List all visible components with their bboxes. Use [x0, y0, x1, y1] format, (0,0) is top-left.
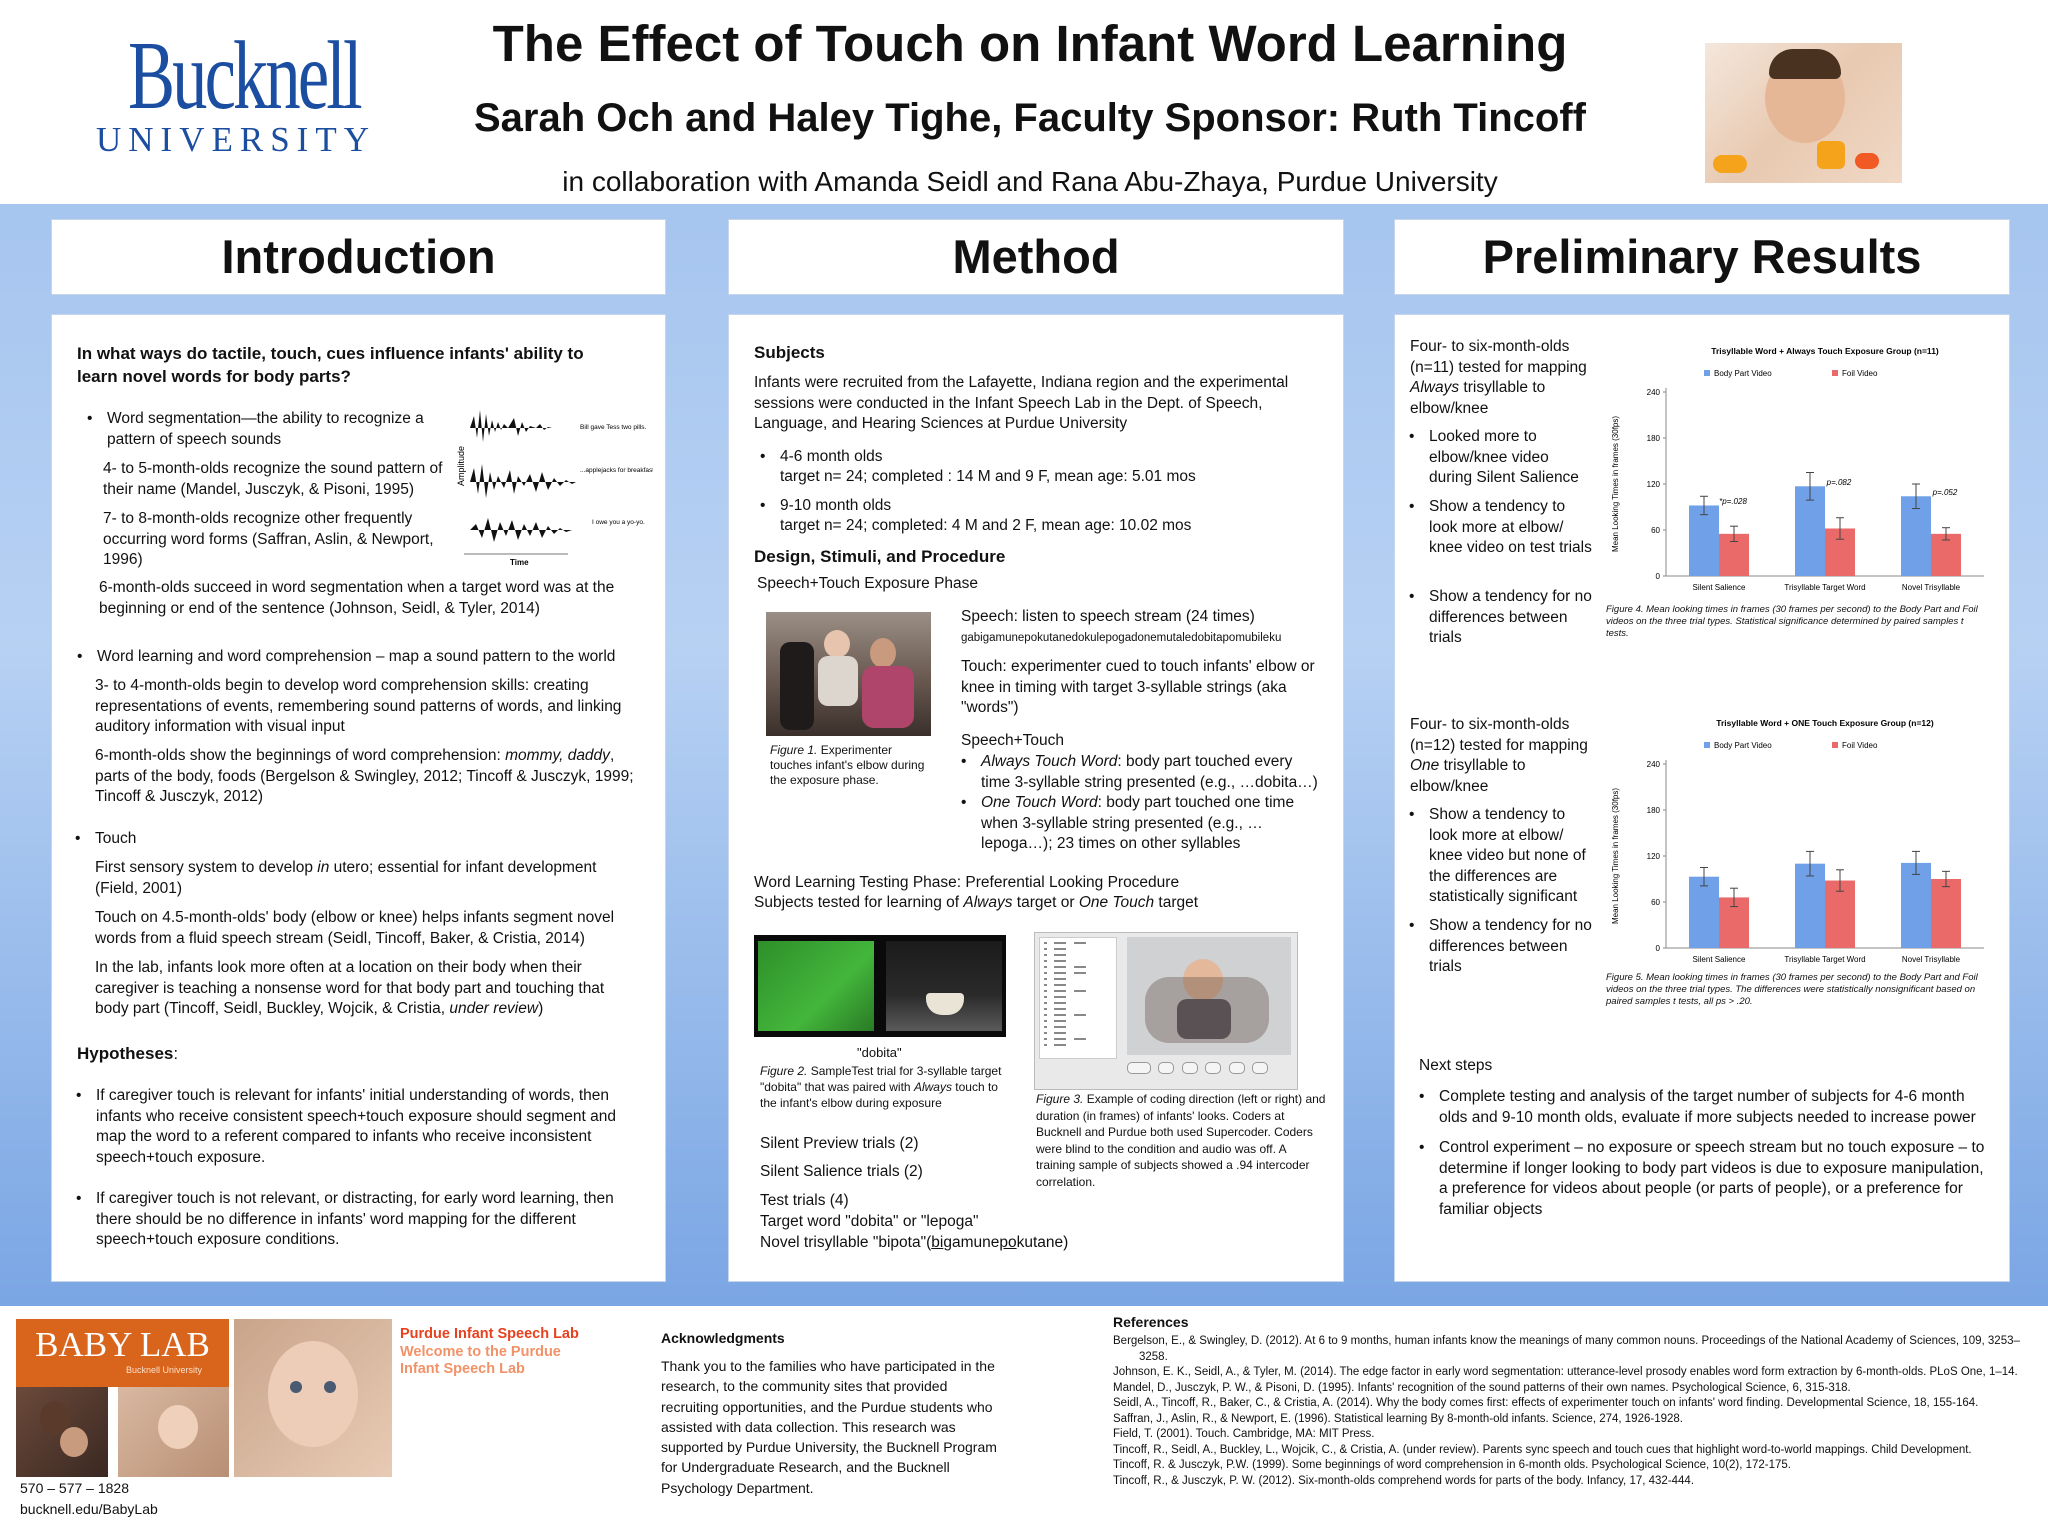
group-4-6-detail: target n= 24; completed : 14 M and 9 F, mean age: 5.01 mos — [780, 468, 1196, 485]
trials-novel: Novel trisyllable "bipota"(bigamunepokutane) — [760, 1234, 1069, 1251]
purdue-lab-welcome: Welcome to the Purdue Infant Speech Lab — [400, 1344, 561, 1377]
testing-phase-label: Word Learning Testing Phase: Preferential Looking Procedure — [754, 874, 1180, 891]
waveform-1 — [470, 410, 552, 442]
result2-summary: Four- to six-month-olds (n=12) tested for mapping One trisyllable to elbow/knee — [1410, 716, 1588, 795]
y-tick-label: 240 — [1646, 388, 1660, 397]
trials-target-word: Target word "dobita" or "lepoga" — [760, 1213, 979, 1230]
reference-item: Johnson, E. K., Seidl, A., & Tyler, M. (2014). The edge factor in early word segmentation: utterance-level prosody enables word form extraction by 6-month-olds. PLoS One, 1–14. — [1113, 1366, 2018, 1378]
reference-item: Tincoff, R. & Jusczyk, P.W. (1999). Some beginnings of word comprehension in 6-month olds. Psychological Science, 10(2), 172-175. — [1113, 1459, 1791, 1471]
waveform-2 — [470, 464, 576, 498]
result2-bullet1: • Show a tendency to look more at elbow/ knee video but none of the differences are statistically significant — [1429, 805, 1594, 908]
result1-summary: Four- to six-month-olds (n=11) tested for mapping Always trisyllable to elbow/knee — [1410, 338, 1587, 417]
dobita-label: "dobita" — [857, 1045, 902, 1060]
figure2-test-trial — [754, 935, 1006, 1037]
chart-one-touch-svg — [1604, 712, 1992, 974]
results-heading: Preliminary Results — [1394, 219, 2010, 295]
intro-question: In what ways do tactile, touch, cues influence infants' ability to learn novel words for body parts? — [77, 344, 584, 386]
legend-label: Foil Video — [1842, 369, 1878, 378]
poster-authors: Sarah Och and Haley Tighe, Faculty Sponsor: Ruth Tincoff — [473, 96, 1586, 140]
purdue-baby-photo — [234, 1319, 392, 1477]
reference-item: Bergelson, E., & Swingley, D. (2012). At 6 to 9 months, human infants know the meanings of many common nouns. Proceedings of the National Academy of Sciences, 109, 3253–3258. — [1113, 1335, 2020, 1363]
baby-photo — [1705, 43, 1902, 183]
babylab-logo: BABY LAB Bucknell University — [16, 1319, 229, 1387]
legend-label: Body Part Video — [1714, 741, 1772, 750]
subjects-heading: Subjects — [754, 343, 825, 362]
legend-label: Body Part Video — [1714, 369, 1772, 378]
bar — [1689, 505, 1719, 576]
y-axis-label: Mean Looking Times in frames (30fps) — [1611, 415, 1620, 553]
waveform-xlabel: Time — [510, 558, 529, 567]
reference-item: Seidl, A., Tincoff, R., Baker, C., & Cristia, A. (2014). Why the body comes first: effects of experimenter touch on infants' word finding. Developmental Science, 18, 155-164. — [1113, 1397, 1979, 1409]
waveform-ylabel: Amplitude — [456, 445, 466, 486]
y-tick-label: 240 — [1646, 760, 1660, 769]
legend-swatch — [1832, 370, 1838, 376]
reference-item: Mandel, D., Jusczyk, P. W., & Pisoni, D. (1995). Infants' recognition of the sound patterns of their own names. Psychological Science, 6, 315-318. — [1113, 1381, 1851, 1394]
speech-stream: gabigamunepokutanedokulepogadonemutaledobitapomubileku — [961, 632, 1282, 644]
intro-text-seidl: Touch on 4.5-month-olds' body (elbow or knee) helps infants segment novel words from a fluid speech stream (Seidl, Tincoff, Baker, & Cristia, 2014) — [95, 909, 615, 947]
poster-title: The Effect of Touch on Infant Word Learning — [492, 15, 1568, 72]
intro-bullet-segmentation: • Word segmentation—the ability to recognize a pattern of speech sounds — [107, 409, 447, 450]
trials-silent-preview: Silent Preview trials (2) — [760, 1135, 919, 1152]
y-tick-label: 60 — [1651, 526, 1660, 535]
figure2-caption: Figure 2. SampleTest trial for 3-syllable target "dobita" that was paired with Always touch to the infant's elbow during exposure — [760, 1064, 1002, 1110]
reference-item: Tincoff, R., & Jusczyk, P. W. (2012). Six-month-olds comprehend words for parts of the body. Infancy, 17, 432-444. — [1113, 1474, 1695, 1487]
footer-url[interactable]: bucknell.edu/BabyLab — [20, 1501, 158, 1517]
next-step-2: • Control experiment – no exposure or speech stream but no touch exposure – to determine if longer looking to body part videos is due to exposure manipulation, a preference for videos about people (or parts of people), or a preference for familiar objects — [1439, 1138, 1994, 1220]
design-heading: Design, Stimuli, and Procedure — [754, 547, 1006, 566]
y-tick-label: 0 — [1655, 572, 1660, 581]
intro-bullet-wordlearning: • Word learning and word comprehension – map a sound pattern to the world — [97, 647, 637, 668]
group-9-10-title: • 9-10 month olds — [780, 496, 1300, 517]
references-heading: References — [1113, 1314, 1189, 1330]
hypotheses-heading: Hypotheses: — [77, 1044, 179, 1063]
waveform-svg — [448, 402, 653, 570]
result1-bullet2: • Show a tendency to look more at elbow/ knee video on test trials — [1429, 497, 1594, 559]
chart-always-touch — [1604, 340, 1992, 600]
result1-bullet3: • Show a tendency for no differences between trials — [1429, 587, 1594, 649]
x-tick-label: Trisyllable Target Word — [1784, 955, 1866, 964]
intro-text-6month: 6-month-olds show the beginnings of word comprehension: mommy, daddy, parts of the body, foods (Bergelson & Swingley, 2012; Tincoff & Jusczyk, 1999; Tincoff & Jusczyk, 2012) — [95, 747, 634, 805]
legend-label: Foil Video — [1842, 741, 1878, 750]
coder-controls — [1127, 1061, 1291, 1079]
figure4-caption: Figure 4. Mean looking times in frames (30 frames per second) to the Body Part and Foil videos on the three trial types. Statistical significance determined by paired samples t tests. — [1606, 604, 1978, 639]
purdue-lab-title: Purdue Infant Speech Lab — [400, 1326, 579, 1342]
intro-text-lab: In the lab, infants look more often at a location on their body when their caregiver is teaching a nonsense word for that body part and touching that body part (Tincoff, Seidl, Buckley, Wojcik, & Cristia, under review) — [95, 959, 605, 1017]
touch-description: Touch: experimenter cued to touch infants' elbow or knee in timing with target 3-syllable strings (aka "words") — [961, 658, 1315, 716]
result1-bullet1: • Looked more to elbow/knee video during Silent Salience — [1429, 427, 1594, 489]
intro-text-comprehension: 3- to 4-month-olds begin to develop word comprehension skills: creating representations of events, remembering sound patterns of words, and linking auditory information with visual input — [95, 677, 622, 735]
hypothesis-1: • If caregiver touch is relevant for infants' initial understanding of words, then infants who receive consistent speech+touch exposure should segment and map the word to a referent compared to infants who receive inconsistent speech+touch exposure. — [96, 1086, 641, 1168]
trials-test: Test trials (4) — [760, 1192, 849, 1209]
one-touch-item: • One Touch Word: body part touched one time when 3-syllable string presented (e.g., … lepoga…); 23 times on other syllables — [981, 793, 1321, 855]
bar — [1901, 863, 1931, 948]
x-tick-label: Novel Trisyllable — [1901, 955, 1961, 964]
chart-one-touch — [1604, 712, 1992, 974]
waveform-3 — [470, 518, 572, 542]
speech-touch-label: Speech+Touch — [961, 732, 1064, 749]
x-tick-label: Novel Trisyllable — [1901, 583, 1961, 592]
figure3-supercoder — [1034, 932, 1298, 1090]
acknowledgments-text: Thank you to the families who have participated in the research, to the community sites that provided recruiting opportunities, and the Purdue students who assisted with data collection. This research was supported by Purdue University, the Bucknell Program for Undergraduate Research, and the Bucknell Psychology Department. — [661, 1358, 997, 1496]
y-tick-label: 60 — [1651, 898, 1660, 907]
waveform-figure — [448, 402, 653, 570]
figure1-caption: Figure 1. Experimenter touches infant's elbow during the exposure phase. — [770, 743, 925, 787]
result2-bullet2: • Show a tendency for no differences between trials — [1429, 916, 1594, 978]
figure5-caption: Figure 5. Mean looking times in frames (30 frames per second) to the Body Part and Foil videos on the three trial types. The differences were statistically nonsignificant based on paired samples t tests, all ps > .20. — [1606, 972, 1978, 1007]
next-steps-heading: Next steps — [1419, 1057, 1493, 1074]
acknowledgments-heading: Acknowledgments — [661, 1330, 785, 1346]
y-tick-label: 120 — [1646, 480, 1660, 489]
significance-label: *p=.028 — [1719, 497, 1747, 507]
y-tick-label: 180 — [1646, 434, 1660, 443]
waveform-label-3: I owe you a yo-yo. — [592, 519, 645, 526]
y-tick-label: 180 — [1646, 806, 1660, 815]
intro-text-name: 4- to 5-month-olds recognize the sound pattern of their name (Mandel, Jusczyk, & Pisoni, 1995) — [103, 460, 443, 498]
chart-title: Trisyllable Word + Always Touch Exposure Group (n=11) — [1711, 346, 1939, 356]
reference-item: Tincoff, R., Seidl, A., Buckley, L., Wojcik, C., & Cristia, A. (under review). Parents sync speech and touch cues that highlight word-to-world mappings. Child Development. — [1113, 1443, 1972, 1456]
intro-text-utero: First sensory system to develop in utero; essential for infant development (Field, 2001) — [95, 859, 597, 897]
group-9-10-detail: target n= 24; completed: 4 M and 2 F, mean age: 10.02 mos — [780, 517, 1192, 534]
references-list — [1113, 1334, 2038, 1489]
x-tick-label: Silent Salience — [1692, 955, 1746, 964]
bar — [1689, 877, 1719, 948]
exposure-phase-label: Speech+Touch Exposure Phase — [757, 575, 979, 592]
coder-frame-list — [1040, 938, 1116, 1058]
chart-always-touch-svg — [1604, 340, 1992, 600]
poster-collaboration: in collaboration with Amanda Seidl and Rana Abu-Zhaya, Purdue University — [562, 166, 1498, 197]
figure3-caption: Figure 3. Example of coding direction (left or right) and duration (in frames) of infants' looks. Coders at Bucknell and Purdue both used Supercoder. Coders were blind to the condition and audio was off. A training sample of subjects showed a .94 intercoder correlation. — [1036, 1092, 1326, 1189]
significance-label: p=.082 — [1826, 477, 1852, 487]
waveform-label-1: Bill gave Tess two pills. — [580, 424, 647, 431]
poster-footer — [0, 1306, 2048, 1536]
testing-phase-detail: Subjects tested for learning of Always target or One Touch target — [754, 894, 1199, 911]
method-heading: Method — [728, 219, 1344, 295]
intro-text-wordforms: 7- to 8-month-olds recognize other frequently occurring word forms (Saffran, Aslin, & Newport, 1996) — [103, 510, 434, 568]
always-touch-item: • Always Touch Word: body part touched every time 3-syllable string presented (e.g., …dobita…) — [981, 752, 1321, 793]
babylab-photo-1 — [16, 1387, 108, 1477]
legend-swatch — [1704, 370, 1710, 376]
legend-swatch — [1832, 742, 1838, 748]
reference-item: Saffran, J., Aslin, R., & Newport, E. (1996). Statistical learning By 8-month-old infants. Science, 274, 1926-1928. — [1113, 1412, 1683, 1425]
x-tick-label: Trisyllable Target Word — [1784, 583, 1866, 592]
figure1-photo — [766, 612, 931, 736]
bar — [1931, 879, 1961, 948]
y-tick-label: 0 — [1655, 944, 1660, 953]
subjects-recruit: Infants were recruited from the Lafayette, Indiana region and the experimental sessions were conducted in the Infant Speech Lab in the Dept. of Speech, Language, and Hearing Sciences at Purdue University — [754, 374, 1289, 432]
group-4-6-title: • 4-6 month olds — [780, 447, 1300, 468]
waveform-label-2: ...applejacks for breakfast... — [580, 467, 653, 474]
intro-bullet-touch: • Touch — [95, 829, 635, 850]
hypothesis-2: • If caregiver touch is not relevant, or distracting, for early word learning, then there should be no difference in infants' word mapping for the different speech+touch exposure conditions. — [96, 1189, 641, 1251]
babylab-photo-2 — [118, 1387, 229, 1477]
x-tick-label: Silent Salience — [1692, 583, 1746, 592]
speech-description: Speech: listen to speech stream (24 times) — [961, 608, 1255, 625]
y-axis-label: Mean Looking Times in frames (30fps) — [1611, 787, 1620, 925]
trials-silent-salience: Silent Salience trials (2) — [760, 1163, 923, 1180]
intro-text-johnson: 6-month-olds succeed in word segmentation when a target word was at the beginning or end of the sentence (Johnson, Seidl, & Tyler, 2014) — [99, 579, 615, 617]
legend-swatch — [1704, 742, 1710, 748]
bucknell-logo: Bucknell UNIVERSITY — [96, 22, 376, 159]
footer-phone: 570 – 577 – 1828 — [20, 1480, 129, 1496]
y-tick-label: 120 — [1646, 852, 1660, 861]
intro-heading: Introduction — [51, 219, 666, 295]
chart-title: Trisyllable Word + ONE Touch Exposure Group (n=12) — [1716, 718, 1934, 728]
next-step-1: • Complete testing and analysis of the target number of subjects for 4-6 month olds and 9-10 month olds, evaluate if more subjects needed to increase power — [1439, 1087, 1994, 1128]
reference-item: Field, T. (2001). Touch. Cambridge, MA: MIT Press. — [1113, 1428, 1375, 1440]
poster-header — [0, 0, 2048, 204]
significance-label: p=.052 — [1932, 487, 1958, 497]
